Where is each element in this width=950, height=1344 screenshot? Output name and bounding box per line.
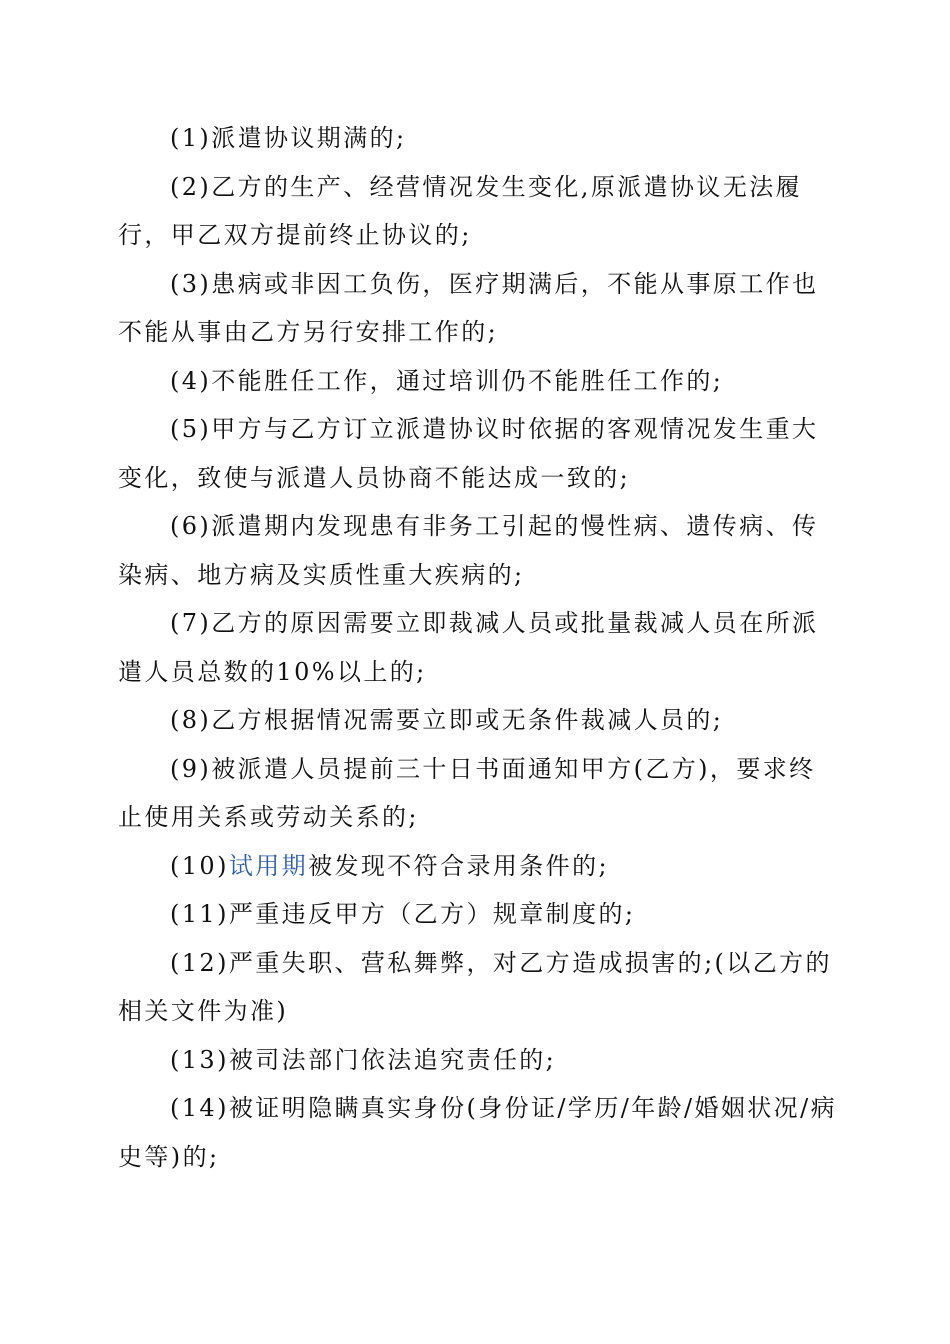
clause-8: (8)乙方根据情况需要立即或无条件裁减人员的; xyxy=(170,706,724,734)
document-body xyxy=(118,114,838,1181)
clause-10-prefix: (10) xyxy=(170,851,229,880)
clause-7: (7)乙方的原因需要立即裁减人员或批量裁减人员在所派遣人员总数的10%以上的; xyxy=(118,609,819,686)
clause-13: (13)被司法部门依法追究责任的; xyxy=(170,1045,557,1074)
clause-10-suffix: 被发现不符合录用条件的; xyxy=(308,851,609,880)
clause-3: (3)患病或非因工负伤，医疗期满后，不能从事原工作也不能从事由乙方另行安排工作的; xyxy=(118,269,819,346)
clause-1: (1)派遣协议期满的; xyxy=(170,124,407,152)
clause-14: (14)被证明隐瞒真实身份(身份证/学历/年龄/婚姻状况/病史等)的; xyxy=(118,1094,837,1171)
clause-4: (4)不能胜任工作，通过培训仍不能胜任工作的; xyxy=(170,366,724,395)
clause-12: (12)严重失职、营私舞弊，对乙方造成损害的;(以乙方的相关文件为准) xyxy=(118,948,832,1025)
clause-2: (2)乙方的生产、经营情况发生变化,原派遣协议无法履行，甲乙双方提前终止协议的; xyxy=(118,172,803,249)
clause-5: (5)甲方与乙方订立派遣协议时依据的客观情况发生重大变化，致使与派遣人员协商不能达成一致的; xyxy=(118,415,819,492)
clause-9: (9)被派遣人员提前三十日书面通知甲方(乙方)，要求终止使用关系或劳动关系的; xyxy=(118,754,816,831)
probation-period-link[interactable]: 试用期 xyxy=(228,851,309,880)
clause-10 xyxy=(118,842,838,891)
clause-11: (11)严重违反甲方（乙方）规章制度的; xyxy=(170,900,636,928)
clause-6: (6)派遣期内发现患有非务工引起的慢性病、遗传病、传染病、地方病及实质性重大疾病的; xyxy=(118,512,819,589)
